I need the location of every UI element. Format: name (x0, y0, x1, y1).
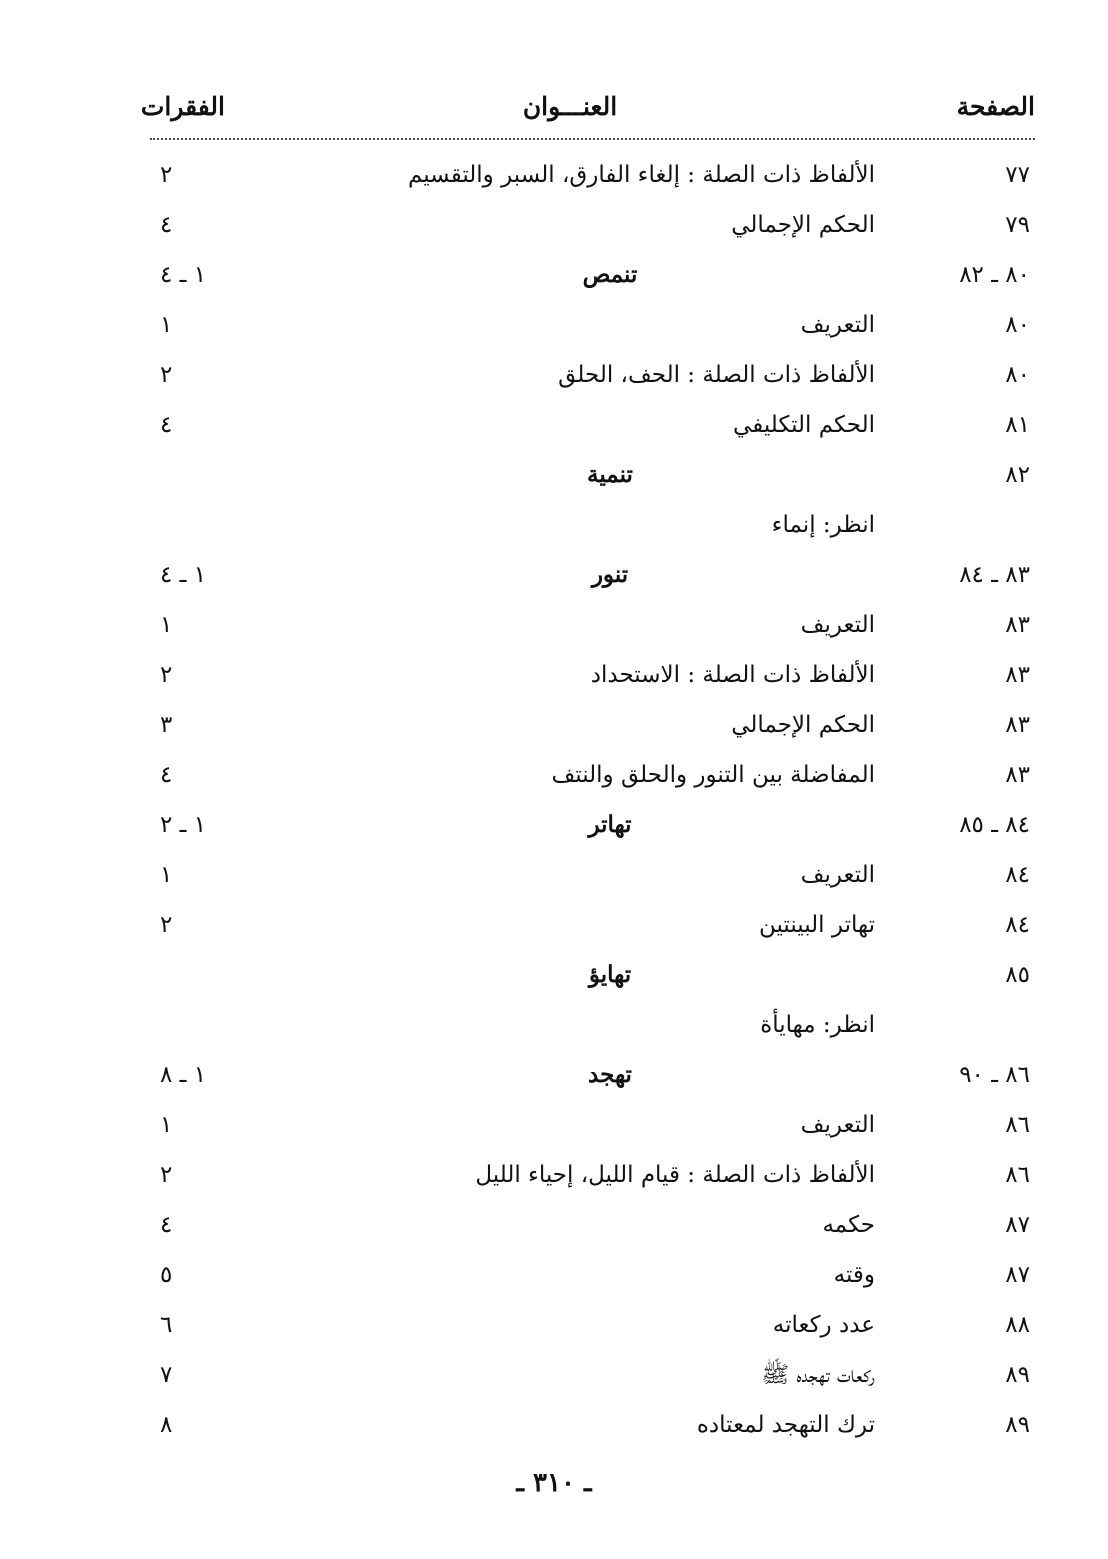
entry-paragraphs: ١ (160, 612, 173, 638)
entry-page-number: ٨٣ (1005, 762, 1030, 788)
entry-title: التعريف (800, 1112, 875, 1138)
entry-page-number: ٨٢ (1005, 462, 1030, 488)
entry-page-number: ٨٩ (1005, 1412, 1030, 1438)
entry-title: تهاتر البينتين (758, 912, 875, 938)
entry-paragraphs: ٢ (160, 662, 173, 688)
entry-title: حكمه (822, 1212, 875, 1238)
entry-title: ركعات تهجده ﷺ (761, 1362, 875, 1388)
entry-page-number: ٨٦ (1005, 1162, 1030, 1188)
entry-paragraphs: ٤ (160, 212, 173, 238)
index-entry (150, 1002, 1035, 1052)
entry-title: التعريف (800, 612, 875, 638)
entry-page-number: ٧٩ (1005, 212, 1030, 238)
entry-paragraphs: ١ ـ ٢ (160, 812, 207, 838)
entry-heading: تهايؤ (588, 961, 632, 988)
entry-title: التعريف (800, 862, 875, 888)
entry-heading: تهاتر (588, 811, 632, 838)
entry-heading: تنور (591, 561, 629, 588)
entry-page-number: ٨٦ (1005, 1112, 1030, 1138)
index-entry-main (150, 252, 1035, 302)
entry-page-number: ٨٣ ـ ٨٤ (959, 562, 1030, 588)
entry-heading: تنمية (587, 461, 633, 488)
entry-title: التعريف (800, 312, 875, 338)
entry-page-number: ٧٧ (1005, 162, 1030, 188)
index-entry (150, 502, 1035, 552)
entry-paragraphs: ٢ (160, 362, 173, 388)
index-entry (150, 902, 1035, 952)
index-entry-main (150, 1052, 1035, 1102)
entry-page-number: ٨٦ ـ ٩٠ (959, 1062, 1030, 1088)
index-entry (150, 602, 1035, 652)
entry-paragraphs: ١ ـ ٤ (160, 262, 207, 288)
entry-title: انظر: مهايأة (760, 1012, 875, 1038)
entry-page-number: ٨٩ (1005, 1362, 1030, 1388)
entry-title: ترك التهجد لمعتاده (696, 1412, 875, 1438)
entry-paragraphs: ٢ (160, 162, 173, 188)
entry-heading: تنمص (582, 261, 638, 288)
index-entry (150, 302, 1035, 352)
entry-paragraphs: ١ (160, 312, 173, 338)
page-number: ـ ٣١٠ ـ (516, 1468, 592, 1498)
entry-page-number: ٨٣ (1005, 612, 1030, 638)
index-entry (150, 1202, 1035, 1252)
index-entry (150, 652, 1035, 702)
entry-page-number: ٨٣ (1005, 662, 1030, 688)
index-entry (150, 402, 1035, 452)
entry-title: الألفاظ ذات الصلة : قيام الليل، إحياء الليل (475, 1162, 875, 1188)
entry-page-number: ٨٤ ـ ٨٥ (959, 812, 1030, 838)
index-entry (150, 1302, 1035, 1352)
entry-heading: تهجد (588, 1061, 632, 1088)
entry-title: الحكم التكليفي (733, 412, 875, 438)
entry-paragraphs: ٤ (160, 762, 173, 788)
index-entry (150, 352, 1035, 402)
entry-page-number: ٨٤ (1005, 862, 1030, 888)
entry-paragraphs: ١ ـ ٨ (160, 1062, 207, 1088)
index-entry (150, 152, 1035, 202)
entry-paragraphs: ١ (160, 862, 173, 888)
entry-page-number: ٨٣ (1005, 712, 1030, 738)
index-entry-main (150, 552, 1035, 602)
entry-paragraphs: ٤ (160, 412, 173, 438)
index-table (150, 152, 1035, 1452)
entry-paragraphs: ١ ـ ٤ (160, 562, 207, 588)
entry-page-number: ٨٧ (1005, 1212, 1030, 1238)
index-entry (150, 1402, 1035, 1452)
index-entry (150, 1102, 1035, 1152)
index-entry (150, 752, 1035, 802)
index-entry-main (150, 952, 1035, 1002)
table-header (140, 92, 1035, 132)
entry-paragraphs: ٥ (160, 1262, 173, 1288)
entry-title: عدد ركعاته (772, 1312, 875, 1338)
index-entry (150, 852, 1035, 902)
index-entry (150, 1352, 1035, 1402)
entry-title: الألفاظ ذات الصلة : الاستحداد (590, 662, 875, 688)
entry-page-number: ٨٠ (1005, 362, 1030, 388)
entry-title: المفاضلة بين التنور والحلق والنتف (551, 762, 875, 788)
entry-title: انظر: إنماء (771, 512, 875, 538)
entry-page-number: ٨٤ (1005, 912, 1030, 938)
entry-paragraphs: ٢ (160, 1162, 173, 1188)
index-entry (150, 1152, 1035, 1202)
index-entry (150, 702, 1035, 752)
entry-paragraphs: ٨ (160, 1412, 173, 1438)
dotted-divider (150, 138, 1035, 140)
entry-page-number: ٨٠ (1005, 312, 1030, 338)
entry-title: وقته (833, 1262, 875, 1288)
index-entry (150, 1252, 1035, 1302)
entry-title: الحكم الإجمالي (731, 712, 875, 738)
entry-page-number: ٨٠ ـ ٨٢ (959, 262, 1030, 288)
entry-paragraphs: ٦ (160, 1312, 173, 1338)
header-title-column: العنـــوان (522, 92, 618, 121)
entry-title: الألفاظ ذات الصلة : إلغاء الفارق، السبر والتقسيم (407, 162, 875, 188)
index-entry (150, 202, 1035, 252)
entry-title: الألفاظ ذات الصلة : الحف، الحلق (558, 362, 875, 388)
entry-paragraphs: ٢ (160, 912, 173, 938)
header-paragraphs-column: الفقرات (140, 92, 225, 121)
entry-paragraphs: ٤ (160, 1212, 173, 1238)
entry-page-number: ٨٥ (1005, 962, 1030, 988)
index-entry-main (150, 802, 1035, 852)
entry-paragraphs: ٧ (160, 1362, 173, 1388)
index-entry-main (150, 452, 1035, 502)
entry-paragraphs: ٣ (160, 712, 173, 738)
header-page-column: الصفحة (956, 92, 1035, 121)
entry-paragraphs: ١ (160, 1112, 173, 1138)
entry-title: الحكم الإجمالي (731, 212, 875, 238)
entry-page-number: ٨١ (1005, 412, 1030, 438)
entry-page-number: ٨٧ (1005, 1262, 1030, 1288)
entry-page-number: ٨٨ (1005, 1312, 1030, 1338)
